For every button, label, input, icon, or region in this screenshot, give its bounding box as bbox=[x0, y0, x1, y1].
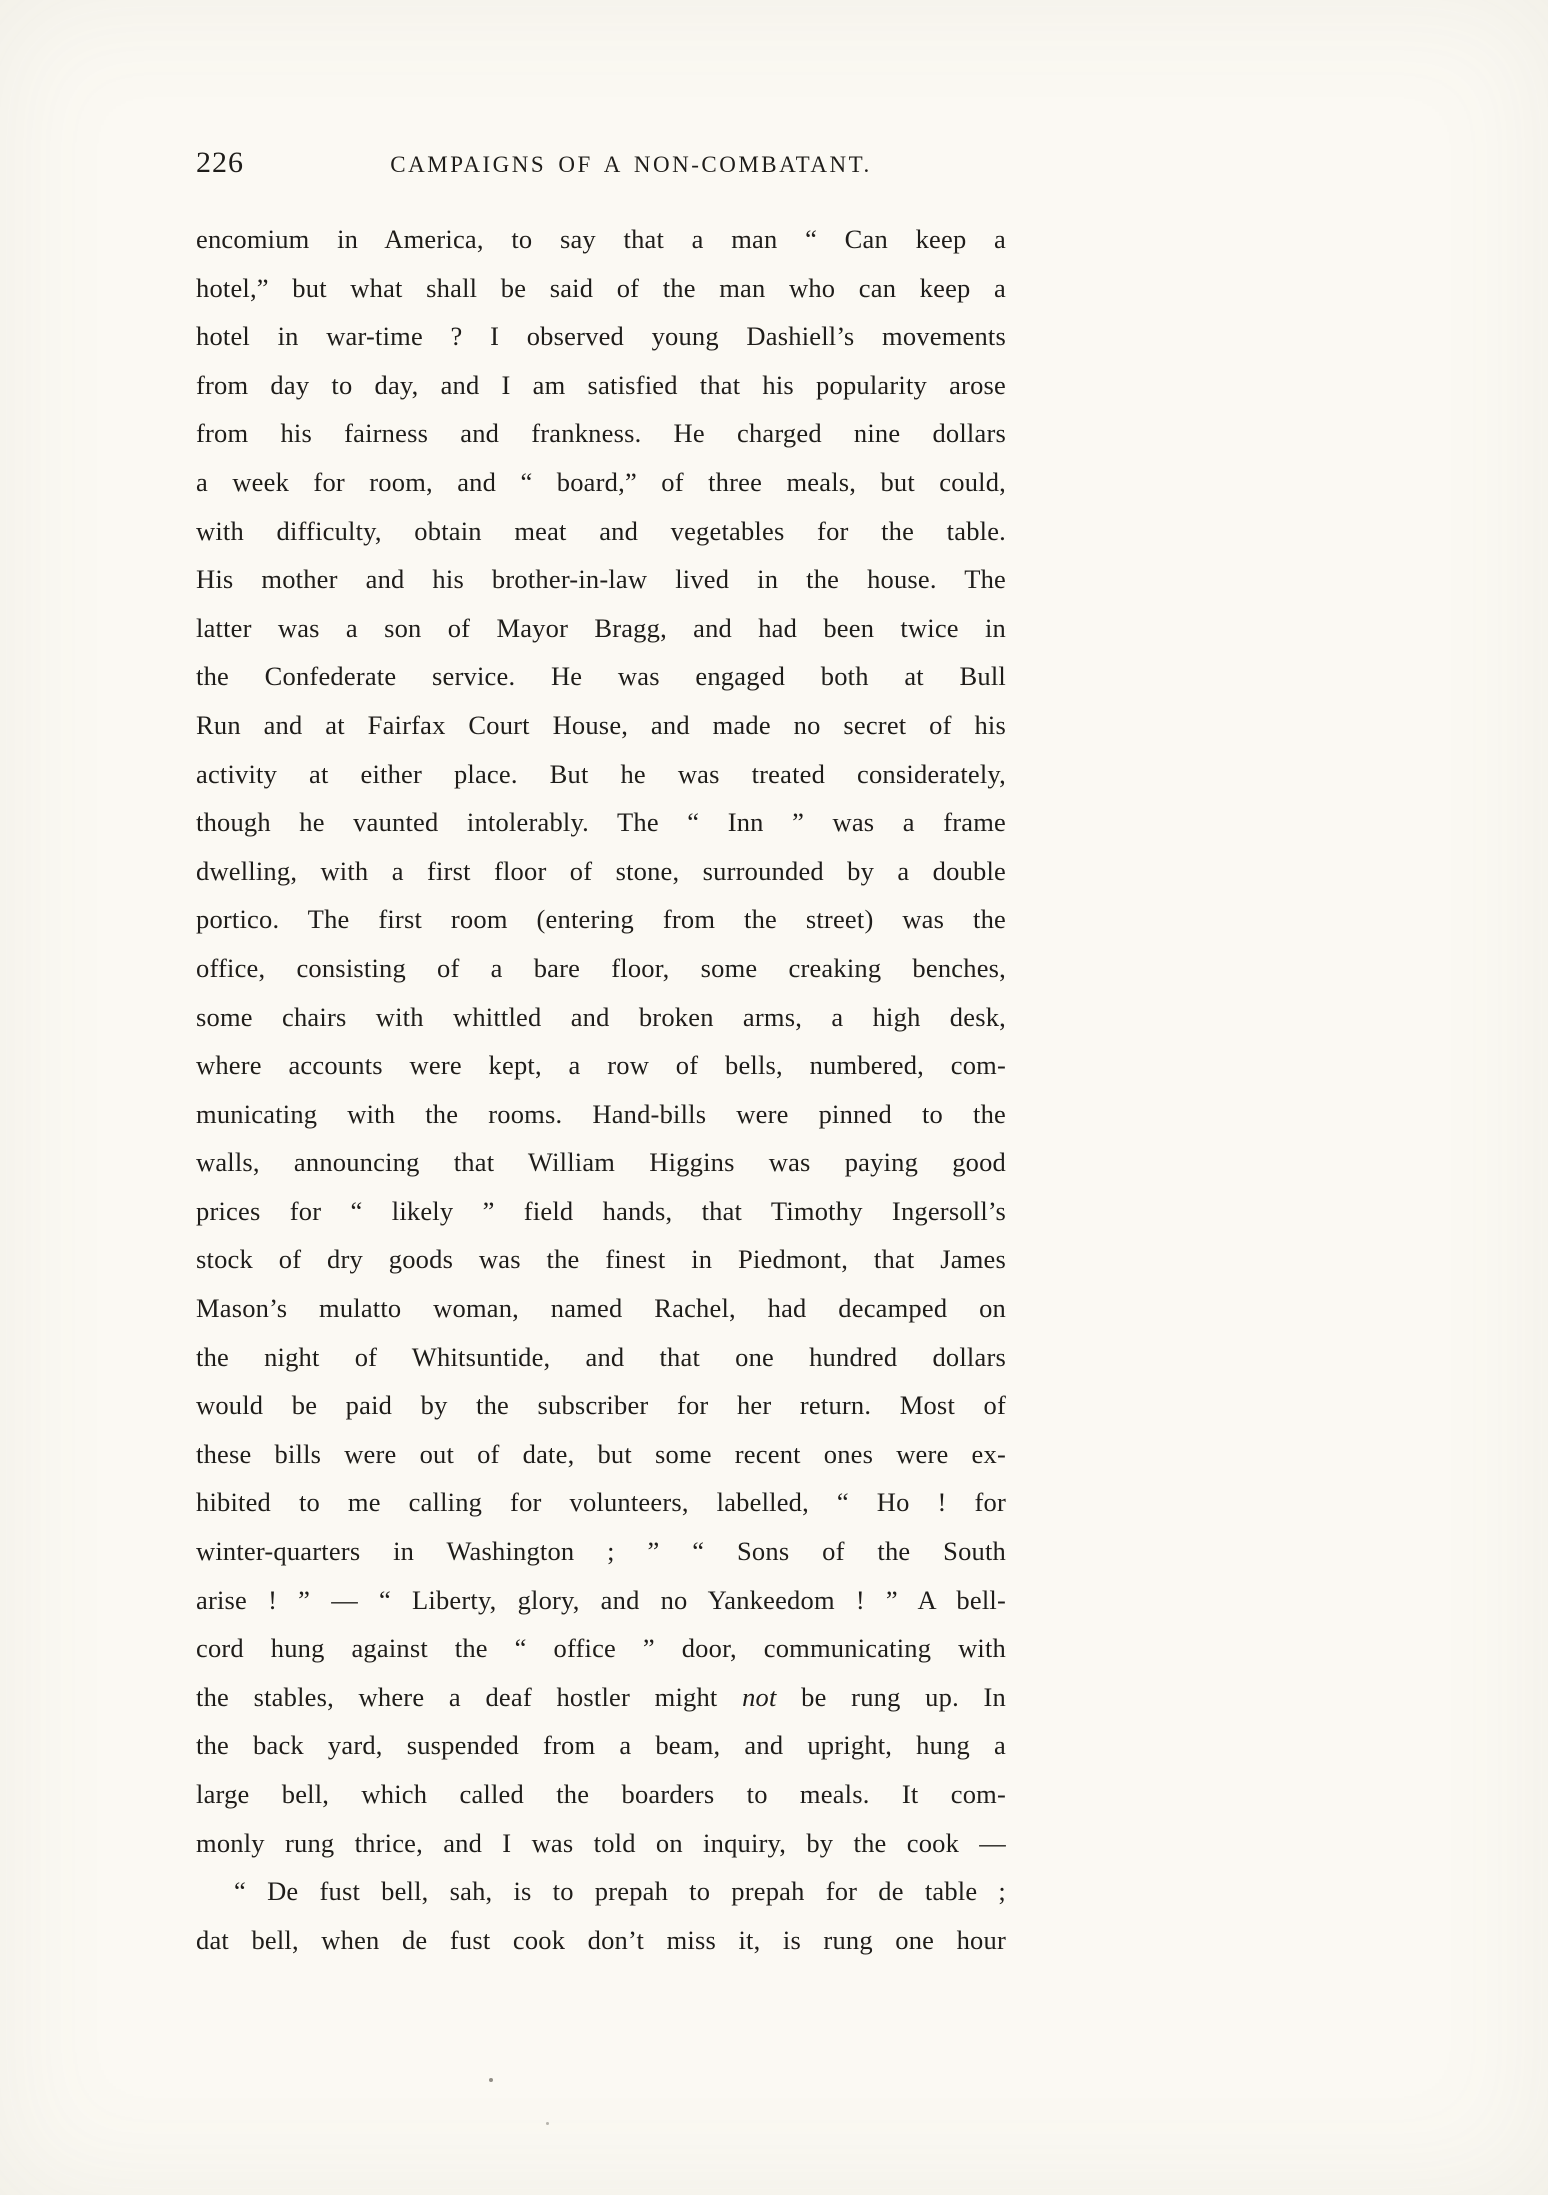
page-body bbox=[196, 215, 1006, 1964]
text-line: municating with the rooms. Hand-bills were pinned to the bbox=[196, 1098, 1006, 1129]
text-line: the back yard, suspended from a beam, and upright, hung a bbox=[196, 1730, 1006, 1761]
text-line: Run and at Fairfax Court House, and made no secret of his bbox=[196, 709, 1006, 740]
text-line: office, consisting of a bare floor, some creaking benches, bbox=[196, 952, 1006, 983]
text-line: Mason’s mulatto woman, named Rachel, had decamped on bbox=[196, 1293, 1006, 1324]
text-line: dwelling, with a first floor of stone, surrounded by a double bbox=[196, 855, 1006, 886]
text-line: the night of Whitsuntide, and that one hundred dollars bbox=[196, 1341, 1006, 1372]
text-line: monly rung thrice, and I was told on inquiry, by the cook — bbox=[196, 1827, 1006, 1858]
text-line: from his fairness and frankness. He charged nine dollars bbox=[196, 418, 1006, 449]
text-line: the Confederate service. He was engaged both at Bull bbox=[196, 661, 1006, 692]
scan-speck bbox=[489, 2078, 493, 2082]
text-line: though he vaunted intolerably. The “ Inn ” was a frame bbox=[196, 807, 1006, 838]
text-line: His mother and his brother-in-law lived in the house. The bbox=[196, 564, 1006, 595]
text-line: a week for room, and “ board,” of three meals, but could, bbox=[196, 466, 1006, 497]
text-line: latter was a son of Mayor Bragg, and had been twice in bbox=[196, 612, 1006, 643]
text-line: the stables, where a deaf hostler might not be rung up. In bbox=[196, 1681, 1006, 1712]
text-line: with difficulty, obtain meat and vegetables for the table. bbox=[196, 515, 1006, 546]
text-line: stock of dry goods was the finest in Piedmont, that James bbox=[196, 1244, 1006, 1275]
text-line: dat bell, when de fust cook don’t miss it, is rung one hour bbox=[196, 1924, 1006, 1955]
text-line: winter-quarters in Washington ; ” “ Sons of the South bbox=[196, 1536, 1006, 1567]
text-line: where accounts were kept, a row of bells, numbered, com- bbox=[196, 1050, 1006, 1081]
text-line: would be paid by the subscriber for her return. Most of bbox=[196, 1390, 1006, 1421]
text-line: portico. The first room (entering from the street) was the bbox=[196, 904, 1006, 935]
scan-speck bbox=[546, 2122, 549, 2125]
text-line: arise ! ” — “ Liberty, glory, and no Yankeedom ! ” A bell- bbox=[196, 1584, 1006, 1615]
running-title: CAMPAIGNS OF A NON-COMBATANT. bbox=[390, 152, 872, 177]
text-line: from day to day, and I am satisfied that his popularity arose bbox=[196, 369, 1006, 400]
text-line: cord hung against the “ office ” door, communicating with bbox=[196, 1633, 1006, 1664]
text-line: encomium in America, to say that a man “ Can keep a bbox=[196, 224, 1006, 254]
text-line: hibited to me calling for volunteers, labelled, “ Ho ! for bbox=[196, 1487, 1006, 1518]
page-header bbox=[196, 146, 1006, 188]
text-line: “ De fust bell, sah, is to prepah to prepah for de table ; bbox=[234, 1876, 1006, 1907]
text-line: hotel in war-time ? I observed young Dashiell’s movements bbox=[196, 321, 1006, 352]
text-line: hotel,” but what shall be said of the man who can keep a bbox=[196, 272, 1006, 303]
text-line: these bills were out of date, but some recent ones were ex- bbox=[196, 1438, 1006, 1469]
page-number: 226 bbox=[196, 146, 244, 179]
text-line: large bell, which called the boarders to meals. It com- bbox=[196, 1779, 1006, 1809]
text-line: prices for “ likely ” field hands, that Timothy Ingersoll’s bbox=[196, 1195, 1006, 1226]
text-line: walls, announcing that William Higgins was paying good bbox=[196, 1147, 1006, 1178]
text-line: activity at either place. But he was treated considerately, bbox=[196, 758, 1006, 789]
text-line: some chairs with whittled and broken arms, a high desk, bbox=[196, 1001, 1006, 1032]
